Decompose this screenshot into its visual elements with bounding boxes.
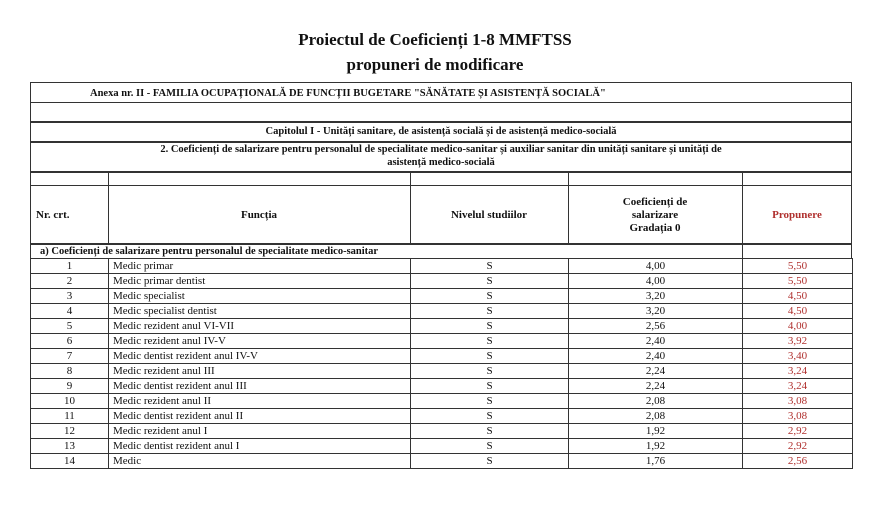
row-propunere: 5,50 [743, 274, 853, 289]
row-propunere: 2,56 [743, 454, 853, 469]
document-subtitle: propuneri de modificare [346, 55, 524, 74]
table-row [31, 289, 853, 304]
row-number: 12 [31, 424, 109, 439]
row-nivel: S [411, 439, 569, 454]
row-number: 14 [31, 454, 109, 469]
row-number: 8 [31, 364, 109, 379]
row-nivel: S [411, 304, 569, 319]
row-nivel: S [411, 424, 569, 439]
row-number: 10 [31, 394, 109, 409]
table-row [31, 274, 853, 289]
row-functia: Medic dentist rezident anul III [109, 379, 411, 394]
row-coeficient: 2,08 [569, 409, 743, 424]
row-coeficient: 2,24 [569, 379, 743, 394]
row-coeficient: 3,20 [569, 304, 743, 319]
row-nivel: S [411, 349, 569, 364]
header-propunere: Propunere [772, 209, 822, 221]
table-row [31, 259, 853, 274]
row-propunere: 3,24 [743, 379, 853, 394]
row-number: 4 [31, 304, 109, 319]
row-nivel: S [411, 259, 569, 274]
annex-divider [30, 102, 852, 103]
row-functia: Medic dentist rezident anul IV-V [109, 349, 411, 364]
section-heading-line1: 2. Coeficienți de salarizare pentru personalul de specialitate medico-sanitar și auxiliar sanitar din unități sanitare și unități de [160, 144, 722, 155]
row-nivel: S [411, 409, 569, 424]
row-nivel: S [411, 274, 569, 289]
table-row [31, 454, 853, 469]
row-number: 2 [31, 274, 109, 289]
table-row [31, 439, 853, 454]
row-nivel: S [411, 454, 569, 469]
subsection-divider [742, 244, 743, 259]
row-functia: Medic specialist dentist [109, 304, 411, 319]
table-row [31, 349, 853, 364]
row-functia: Medic dentist rezident anul II [109, 409, 411, 424]
header-coef-line2: salarizare [631, 209, 679, 221]
row-propunere: 3,08 [743, 394, 853, 409]
row-propunere: 4,00 [743, 319, 853, 334]
table-row [31, 334, 853, 349]
row-propunere: 4,50 [743, 289, 853, 304]
col-divider-2 [410, 172, 411, 244]
row-functia: Medic specialist [109, 289, 411, 304]
row-functia: Medic rezident anul I [109, 424, 411, 439]
row-coeficient: 2,40 [569, 349, 743, 364]
row-coeficient: 3,20 [569, 289, 743, 304]
row-nivel: S [411, 289, 569, 304]
row-functia: Medic rezident anul III [109, 364, 411, 379]
row-propunere: 3,40 [743, 349, 853, 364]
row-propunere: 3,08 [743, 409, 853, 424]
row-functia: Medic rezident anul II [109, 394, 411, 409]
table-row [31, 424, 853, 439]
header-nivel: Nivelul studiilor [450, 209, 528, 221]
section-heading-line2: asistență medico-socială [387, 157, 495, 168]
row-nivel: S [411, 379, 569, 394]
row-propunere: 3,92 [743, 334, 853, 349]
row-nivel: S [411, 364, 569, 379]
row-coeficient: 2,40 [569, 334, 743, 349]
header-top-divider [30, 185, 852, 186]
row-coeficient: 2,56 [569, 319, 743, 334]
row-number: 7 [31, 349, 109, 364]
subsection-heading: a) Coeficienți de salarizare pentru personalul de specialitate medico-sanitar [40, 246, 379, 257]
table-row [31, 319, 853, 334]
row-functia: Medic [109, 454, 411, 469]
row-propunere: 2,92 [743, 424, 853, 439]
table-row [31, 379, 853, 394]
row-propunere: 5,50 [743, 259, 853, 274]
row-coeficient: 4,00 [569, 259, 743, 274]
row-nivel: S [411, 319, 569, 334]
row-coeficient: 1,92 [569, 424, 743, 439]
row-coeficient: 2,24 [569, 364, 743, 379]
table-row [31, 304, 853, 319]
row-functia: Medic rezident anul IV-V [109, 334, 411, 349]
row-propunere: 2,92 [743, 439, 853, 454]
annex-heading: Anexa nr. II - FAMILIA OCUPAȚIONALĂ DE FUNCȚII BUGETARE "SĂNĂTATE ȘI ASISTENȚĂ SOCIALĂ" [90, 88, 606, 99]
document-title: Proiectul de Coeficienți 1-8 MMFTSS [298, 30, 572, 49]
col-divider-4 [742, 172, 743, 244]
row-functia: Medic primar [109, 259, 411, 274]
row-number: 11 [31, 409, 109, 424]
row-number: 1 [31, 259, 109, 274]
row-propunere: 3,24 [743, 364, 853, 379]
table-row [31, 364, 853, 379]
row-nivel: S [411, 394, 569, 409]
row-functia: Medic dentist rezident anul I [109, 439, 411, 454]
header-nr: Nr. crt. [36, 209, 70, 221]
row-number: 5 [31, 319, 109, 334]
table-row [31, 409, 853, 424]
row-coeficient: 4,00 [569, 274, 743, 289]
row-number: 3 [31, 289, 109, 304]
table-body [31, 259, 853, 469]
row-coeficient: 2,08 [569, 394, 743, 409]
row-number: 9 [31, 379, 109, 394]
row-number: 6 [31, 334, 109, 349]
row-propunere: 4,50 [743, 304, 853, 319]
header-coef-line1: Coeficienți de [622, 196, 688, 208]
row-functia: Medic primar dentist [109, 274, 411, 289]
col-divider-1 [108, 172, 109, 244]
chapter-heading: Capitolul I - Unități sanitare, de asistență socială și de asistență medico-socială [265, 126, 617, 137]
row-nivel: S [411, 334, 569, 349]
header-coef-line3: Gradația 0 [629, 222, 681, 234]
row-number: 13 [31, 439, 109, 454]
table-row [31, 394, 853, 409]
row-coeficient: 1,76 [569, 454, 743, 469]
coefficients-table [30, 258, 853, 469]
row-functia: Medic rezident anul VI-VII [109, 319, 411, 334]
header-functia: Funcția [240, 209, 278, 221]
row-coeficient: 1,92 [569, 439, 743, 454]
